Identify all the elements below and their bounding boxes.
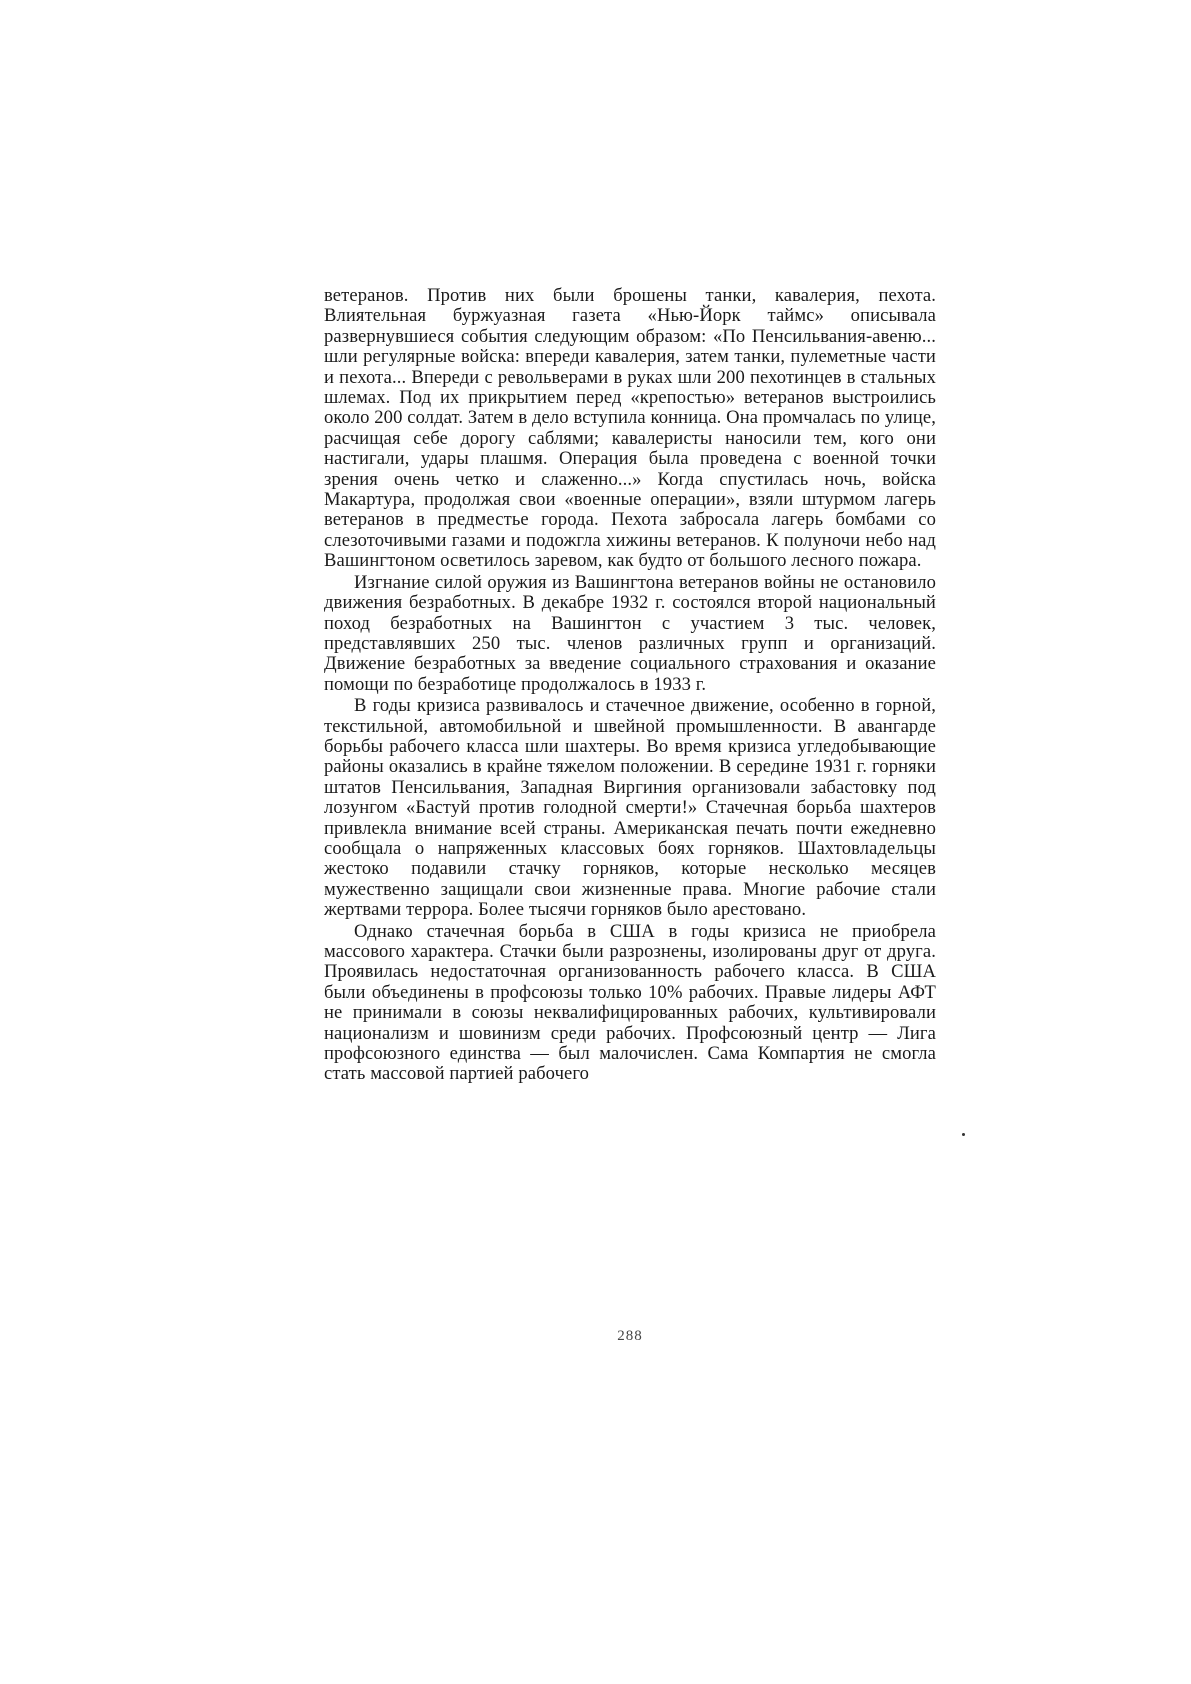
body-text — [324, 286, 936, 1085]
paragraph: ветеранов. Против них были брошены танки, кавалерия, пехота. Влиятельная буржуазная газета «Нью-Йорк таймс» описывала развернувшиеся события следующим образом: «По Пенсильвания-авеню... шли регулярные войска: впереди кавалерия, затем танки, пулеметные части и пехота... Впереди с револьверами в руках шли 200 пехотинцев в стальных шлемах. Под их прикрытием перед «крепостью» ветеранов выстроились около 200 солдат. Затем в дело вступила конница. Она промчалась по улице, расчищая себе дорогу саблями; кавалеристы наносили тем, кого они настигали, удары плашмя. Операция была проведена с военной точки зрения очень четко и слаженно...» Когда спустилась ночь, войска Макартура, продолжая свои «военные операции», взяли штурмом лагерь ветеранов в предместье города. Пехота забросала лагерь бомбами со слезоточивыми газами и подожгла хижины ветеранов. К полуночи небо над Вашингтоном осветилось заревом, как будто от большого лесного пожара. — [324, 285, 936, 572]
page-number: 288 — [617, 1328, 643, 1344]
paragraph: Однако стачечная борьба в США в годы кризиса не приобрела массового характера. Стачки были разрознены, изолированы друг от друга. Проявилась недостаточная организованность рабочего класса. В США были объединены в профсоюзы только 10% рабочих. Правые лидеры АФТ не принимали в союзы неквалифицированных рабочих, культивировали национализм и шовинизм среди рабочих. Профсоюзный центр — Лига профсоюзного единства — был малочислен. Сама Компартия не смогла стать массовой партией рабочего — [324, 920, 936, 1085]
scan-speck — [962, 1133, 965, 1136]
paragraph: Изгнание силой оружия из Вашингтона ветеранов войны не остановило движения безработных. В декабре 1932 г. состоялся второй национальный поход безработных на Вашингтон с участием 3 тыс. человек, представлявших 250 тыс. членов различных групп и организаций. Движение безработных за введение социального страхования и оказание помощи по безработице продолжалось в 1933 г. — [324, 571, 936, 695]
paragraph: В годы кризиса развивалось и стачечное движение, особенно в горной, текстильной, автомобильной и швейной промышленности. В авангарде борьбы рабочего класса шли шахтеры. Во время кризиса угледобывающие районы оказались в крайне тяжелом положении. В середине 1931 г. горняки штатов Пенсильвания, Западная Виргиния организовали забастовку под лозунгом «Бастуй против голодной смерти!» Стачечная борьба шахтеров привлекла внимание всей страны. Американская печать почти ежедневно сообщала о напряженных классовых боях горняков. Шахтовладельцы жестоко подавили стачку горняков, которые несколько месяцев мужественно защищали свои жизненные права. Многие рабочие стали жертвами террора. Более тысячи горняков было арестовано. — [324, 695, 936, 921]
